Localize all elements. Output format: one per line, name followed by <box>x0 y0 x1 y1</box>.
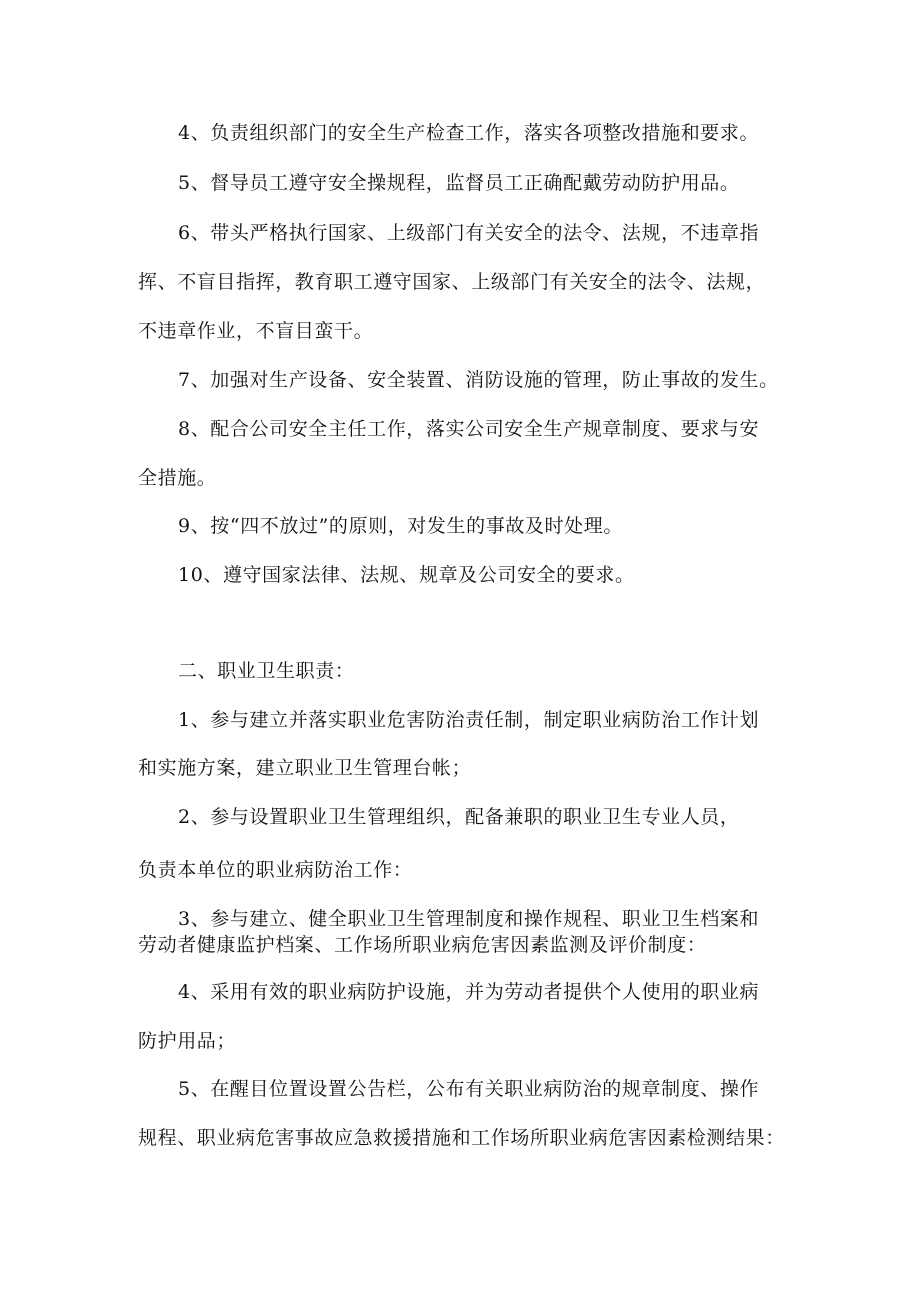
paragraph-line: 4、负责组织部门的安全生产检查工作，落实各项整改措施和要求。 <box>178 122 760 144</box>
paragraph-line: 5、督导员工遵守安全操规程，监督员工正确配戴劳动防护用品。 <box>178 172 740 194</box>
paragraph-line: 1、参与建立并落实职业危害防治责任制，制定职业病防治工作计划 <box>178 709 760 731</box>
paragraph-line: 防护用品； <box>138 1030 237 1052</box>
paragraph-line: 2、参与设置职业卫生管理组织，配备兼职的职业卫生专业人员， <box>178 806 740 828</box>
section-heading: 二、职业卫生职责： <box>178 660 355 682</box>
paragraph-line: 不违章作业，不盲目蛮干。 <box>138 320 374 342</box>
paragraph-line: 6、带头严格执行国家、上级部门有关安全的法令、法规，不违章指 <box>178 222 760 244</box>
paragraph-line: 8、配合公司安全主任工作，落实公司安全生产规章制度、要求与安 <box>178 418 760 440</box>
paragraph-line: 全措施。 <box>138 467 217 489</box>
paragraph-line: 挥、不盲目指挥，教育职工遵守国家、上级部门有关安全的法令、法规， <box>138 271 766 293</box>
paragraph-line: 7、加强对生产设备、安全装置、消防设施的管理，防止事故的发生。 <box>178 369 779 391</box>
paragraph-line: 4、采用有效的职业病防护设施，并为劳动者提供个人使用的职业病 <box>178 981 760 1003</box>
paragraph-line: 劳动者健康监护档案、工作场所职业病危害因素监测及评价制度： <box>138 934 707 956</box>
paragraph-line: 9、按“四不放过”的原则，对发生的事故及时处理。 <box>178 515 623 537</box>
paragraph-line: 10、遵守国家法律、法规、规章及公司安全的要求。 <box>178 564 635 586</box>
paragraph-line: 和实施方案，建立职业卫生管理台帐； <box>138 757 472 779</box>
paragraph-line: 3、参与建立、健全职业卫生管理制度和操作规程、职业卫生档案和 <box>178 908 760 930</box>
paragraph-line: 规程、职业病危害事故应急救援措施和工作场所职业病危害因素检测结果： <box>138 1127 785 1149</box>
paragraph-line: 负责本单位的职业病防治工作： <box>138 859 413 881</box>
paragraph-line: 5、在醒目位置设置公告栏，公布有关职业病防治的规章制度、操作 <box>178 1078 760 1100</box>
